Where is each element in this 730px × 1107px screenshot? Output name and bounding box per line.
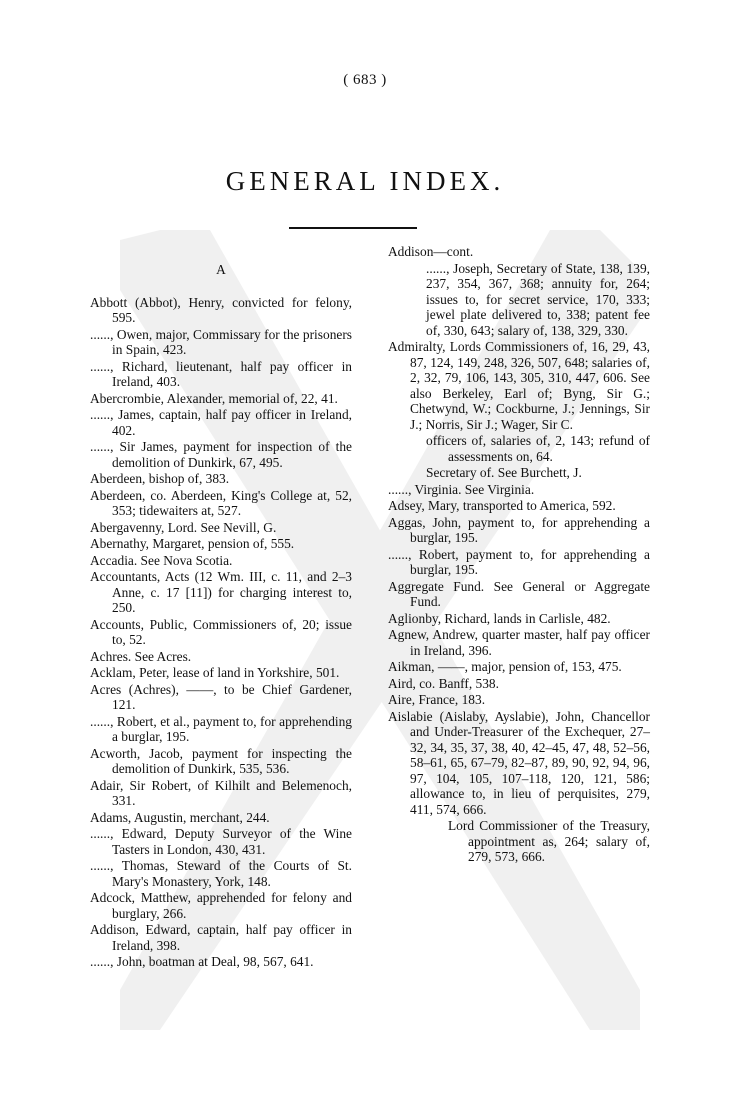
index-entry: Abercrombie, Alexander, memorial of, 22, 41. — [90, 390, 338, 406]
index-entry: ......, Sir James, payment for inspection of the demolition of Dunkirk, 67, 495. — [90, 439, 352, 470]
index-entry: Achres. See Acres. — [90, 648, 192, 664]
index-entry: Aire, France, 183. — [388, 692, 486, 707]
index-entry: Accadia. See Nova Scotia. — [90, 552, 233, 568]
index-entry: Adams, Augustin, merchant, 244. — [90, 809, 270, 825]
index-entry: Aberdeen, co. Aberdeen, King's College at, 52, 353; tidewaiters at, 527. — [90, 487, 352, 518]
right-column — [388, 244, 650, 866]
index-entry: Aislabie (Aislaby, Ayslabie), John, Chancellor and Under-Treasurer of the Exchequer, 27–32, 34, 35, 37, 38, 40, 42–45, 47, 48, 52–56, 58–61, 65, 67–79, 82–87, 89, 90, 92, 94, 96, 97, 104, 105, 107–118, 120, 121, 586; allowance to, in lieu of perquisites, 279, 411, 574, 666. — [388, 708, 650, 817]
index-entry: Abbott (Abbot), Henry, convicted for felony, 595. — [90, 294, 352, 325]
index-entry: Aglionby, Richard, lands in Carlisle, 482. — [388, 610, 611, 626]
section-letter: A — [216, 262, 226, 277]
index-entry: Aggregate Fund. See General or Aggregate Fund. — [388, 578, 650, 609]
index-entry-continued: Addison—cont. — [388, 244, 474, 259]
index-entry: Acworth, Jacob, payment for inspecting the demolition of Dunkirk, 535, 536. — [90, 745, 352, 776]
index-entry: Aggas, John, payment to, for apprehending a burglar, 195. — [388, 514, 650, 545]
index-entry: ......, John, boatman at Deal, 98, 567, 641. — [90, 954, 314, 969]
page-number: ( 683 ) — [343, 72, 387, 88]
index-entry: Abernathy, Margaret, pension of, 555. — [90, 536, 295, 551]
page-title: GENERAL INDEX. — [225, 166, 505, 196]
title-rule — [289, 227, 417, 229]
index-entry: Accounts, Public, Commissioners of, 20; issue to, 52. — [90, 616, 352, 647]
index-entry: Aberdeen, bishop of, 383. — [90, 471, 230, 486]
index-entry: Acklam, Peter, lease of land in Yorkshire, 501. — [90, 665, 340, 680]
index-entry: Aikman, ——, major, pension of, 153, 475. — [388, 659, 622, 674]
index-entry: ......, Virginia. See Virginia. — [388, 481, 535, 497]
index-entry: ......, Edward, Deputy Surveyor of the Wine Tasters in London, 430, 431. — [90, 826, 352, 857]
index-subentry: officers of, salaries of, 2, 143; refund of assessments on, 64. — [426, 433, 650, 464]
index-subentry: Lord Commissioner of the Treasury, appointment as, 264; salary of, 279, 573, 666. — [448, 818, 650, 864]
index-entry: Addison, Edward, captain, half pay officer in Ireland, 398. — [90, 922, 352, 953]
index-entry: ......, Thomas, Steward of the Courts of St. Mary's Monastery, York, 148. — [90, 858, 352, 889]
left-column — [90, 262, 352, 971]
index-entry: Aird, co. Banff, 538. — [388, 675, 499, 691]
index-entry: Abergavenny, Lord. See Nevill, G. — [90, 519, 277, 535]
index-entry: ......, Richard, lieutenant, half pay officer in Ireland, 403. — [90, 358, 352, 389]
index-entry: Acres (Achres), ——, to be Chief Gardener, 121. — [90, 681, 352, 712]
index-entry: ......, Robert, payment to, for apprehending a burglar, 195. — [388, 546, 650, 577]
index-entry: Adair, Sir Robert, of Kilhilt and Belemenoch, 331. — [90, 777, 352, 808]
index-entry: ......, James, captain, half pay officer in Ireland, 402. — [90, 407, 352, 438]
index-entry: Adsey, Mary, transported to America, 592. — [388, 498, 616, 513]
index-entry: Adcock, Matthew, apprehended for felony and burglary, 266. — [90, 890, 352, 921]
index-entry: ......, Joseph, Secretary of State, 138, 139, 237, 354, 367, 368; annuity for, 264; issues to, for secret service, 170, 333; jewel plate delivered to, 338; patent fee of, 330, 643; salary of, 138, 329, 330. — [426, 260, 650, 338]
index-entry: Admiralty, Lords Commissioners of, 16, 29, 43, 87, 124, 149, 248, 326, 507, 648; salaries of, 2, 32, 79, 106, 143, 305, 310, 447, 606. See also Berkeley, Earl of; Byng, Sir G.; Chetwynd, W.; Cockburne, J.; Jennings, Sir J.; Norris, Sir J.; Wager, Sir C. — [388, 339, 650, 432]
index-subentry: Secretary of. See Burchett, J. — [426, 465, 582, 480]
index-entry: ......, Owen, major, Commissary for the prisoners in Spain, 423. — [90, 326, 352, 357]
index-entry: Accountants, Acts (12 Wm. III, c. 11, and 2–3 Anne, c. 17 [11]) for charging interest to, 250. — [90, 569, 352, 615]
index-entry: ......, Robert, et al., payment to, for apprehending a burglar, 195. — [90, 713, 352, 744]
index-entry: Agnew, Andrew, quarter master, half pay officer in Ireland, 396. — [388, 627, 650, 658]
